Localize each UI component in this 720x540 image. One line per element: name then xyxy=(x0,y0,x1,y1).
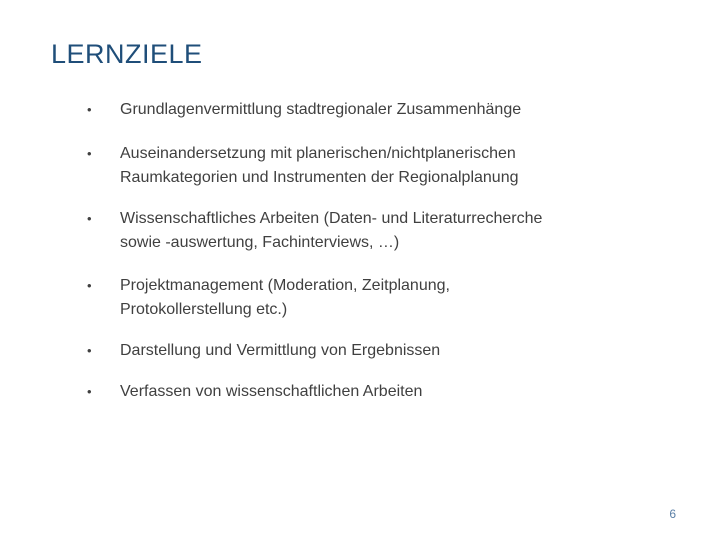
list-item-text: Auseinandersetzung mit planerischen/nichtplanerischen Raumkategorien und Instrumenten der Regionalplanung xyxy=(120,145,519,186)
list-item-text: Darstellung und Vermittlung von Ergebnissen xyxy=(120,342,441,359)
list-item-text: Grundlagenvermittlung stadtregionaler Zusammenhänge xyxy=(120,101,522,118)
bullet-icon: • xyxy=(87,278,92,293)
list-item-text: Verfassen von wissenschaftlichen Arbeiten xyxy=(120,383,423,400)
bullet-icon: • xyxy=(87,146,92,161)
list-item-text: Wissenschaftliches Arbeiten (Daten- und Literaturrecherche sowie -auswertung, Fachinterviews, …) xyxy=(120,210,543,251)
bullet-icon: • xyxy=(87,384,92,399)
bullet-icon: • xyxy=(87,211,92,226)
bullet-icon: • xyxy=(87,343,92,358)
list-item-text: Projektmanagement (Moderation, Zeitplanung, Protokollerstellung etc.) xyxy=(120,277,450,318)
page-number: 6 xyxy=(669,507,676,521)
slide-title: LERNZIELE xyxy=(51,39,203,69)
bullet-icon: • xyxy=(87,102,92,117)
